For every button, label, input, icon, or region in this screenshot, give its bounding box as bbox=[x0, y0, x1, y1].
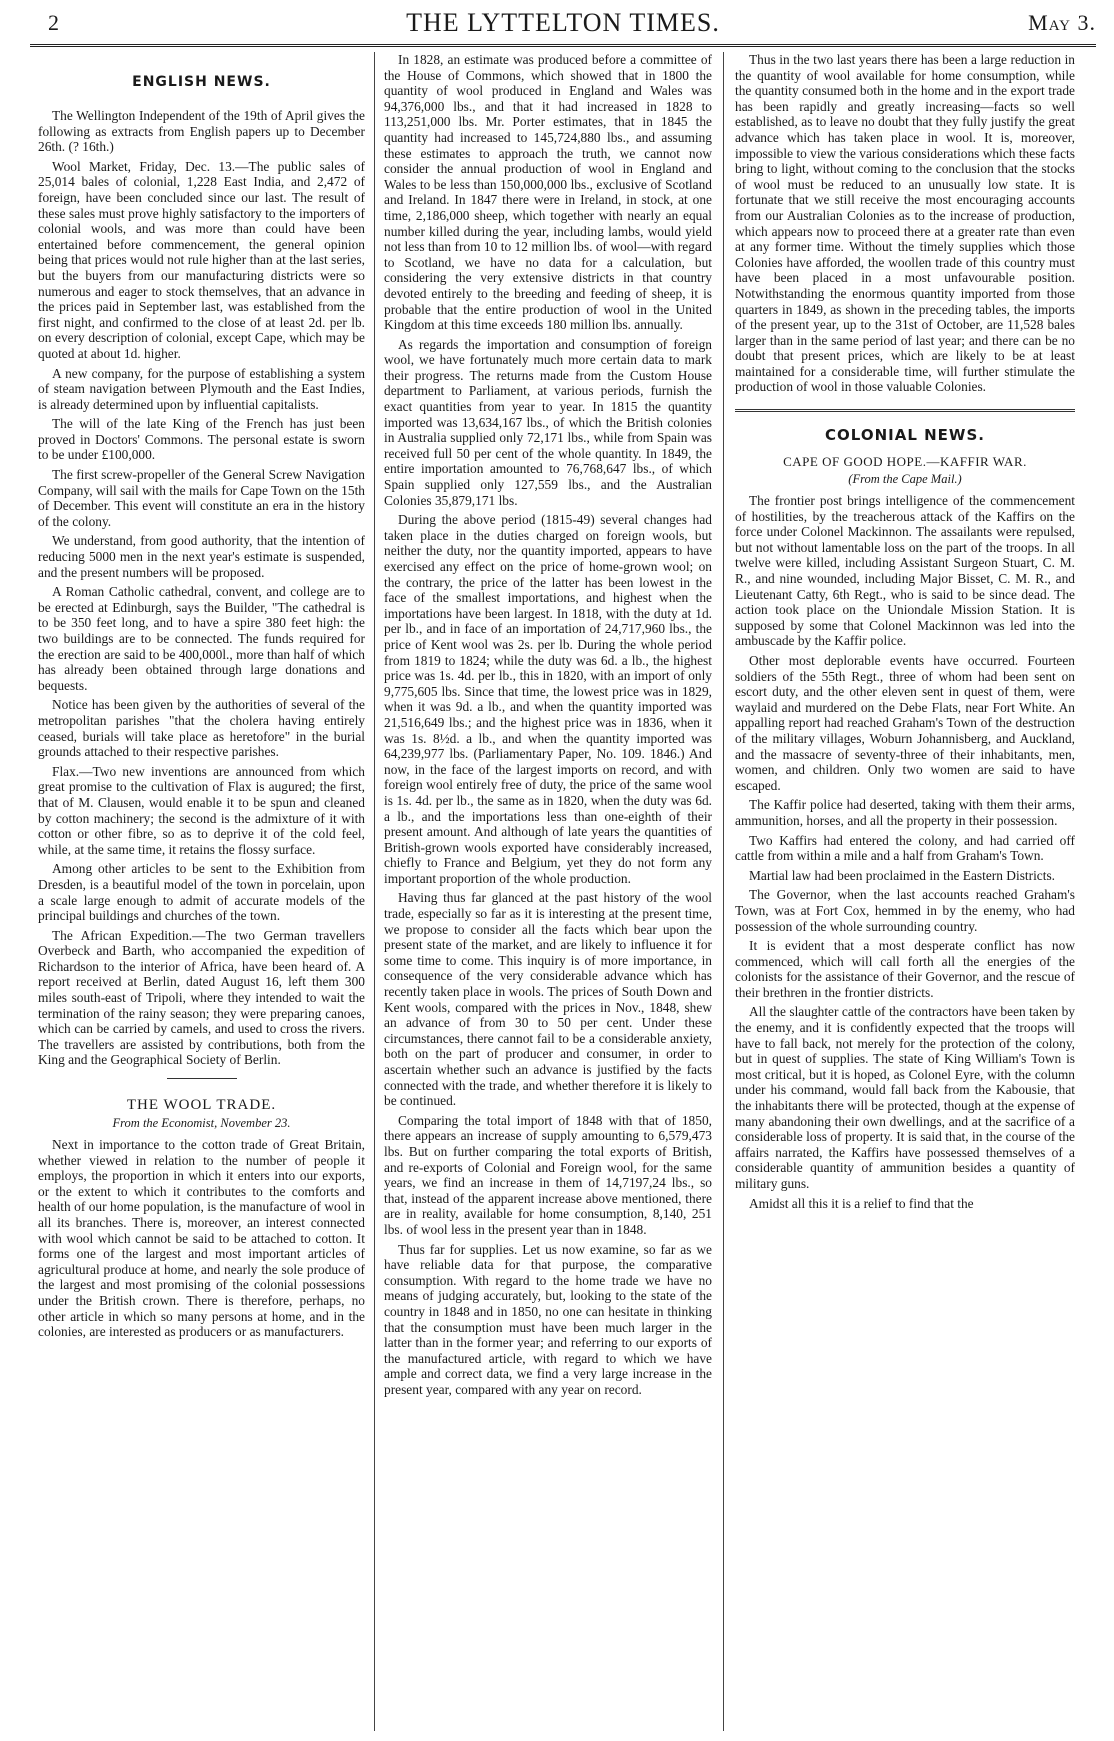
column-2 bbox=[384, 52, 712, 1733]
paragraph: Amidst all this it is a relief to find that the bbox=[749, 1195, 974, 1211]
paragraph: The first screw-propeller of the General Screw Navigation Company, will sail with the mails for Cape Town on the 15th of December. This event will constitute an era in the history of the colony. bbox=[38, 467, 365, 529]
paragraph: Thus far for supplies. Let us now examine, so far as we have reliable data for that purpose, the comparative consumption. With regard to the home trade we have no means of judging accurately, but, looking to the state of the country in 1848 and in 1850, no one can hesitate in thinking that the consumption must have been much larger in the latter than in the former year; and referring to our exports of the manufactured article, with regard to which we have ample and correct data, we find a very large increase in the present year, compared with any year on record. bbox=[384, 1241, 712, 1397]
paragraph: Next in importance to the cotton trade of Great Britain, whether viewed in relation to the number of people it employs, the proportion in which it enters into our exports, or the extent to which it contributes to the comforts and health of our home population, is the manufacture of wool in all its branches. There is, moreover, an interest connected with wool which cannot be said to be attached to cotton. It forms one of the largest and most important articles of agricultural produce at home, and nearly the sole produce of the largest and most promising of the colonial possessions under the British crown. There is therefore, perhaps, no other article in which so many persons at home, and in the colonies, are interested as producers or as manufacturers. bbox=[38, 1137, 365, 1340]
paragraph: The will of the late King of the French has just been proved in Doctors' Commons. The personal estate is sworn to be under £100,000. bbox=[38, 416, 365, 463]
paragraph: We understand, from good authority, that the intention of reducing 5000 men in the next year's estimate is suspended, and the present numbers will be proposed. bbox=[38, 533, 365, 580]
section-divider bbox=[167, 1078, 237, 1079]
newspaper-title: THE LYTTELTON TIMES. bbox=[406, 8, 720, 37]
paragraph: Two Kaffirs had entered the colony, and had carried off cattle from within a mile and a half from Graham's Town. bbox=[735, 832, 1075, 864]
paragraph: As regards the importation and consumption of foreign wool, we have fortunately much more certain data to mark their progress. The returns made from the Custom House department to Parliament, at various periods, furnish the exact quantities from year to year. In 1815 the quantity imported was 13,634,167 lbs., of which the British colonies in Australia supplied only 72,171 lbs., while from Spain was received full 50 per cent of the whole quantity. In 1849, the entire importation amounted to 76,768,647 lbs., of which Spain supplied only 127,559 lbs., and the Australian Colonies 35,879,171 lbs. bbox=[384, 336, 712, 508]
paragraph: The African Expedition.—The two German travellers Overbeck and Barth, who accompanied the expedition of Richardson to the interior of Africa, have been heard of. A report received at Berlin, dated August 16, left them 300 miles south-east of Tripoli, where they intended to wait the termination of the rainy season; they were preparing canoes, which can be carried by camels, and used to cross the rivers. The travellers are assisted by contributions, both from the King and the Geographical Society of Berlin. bbox=[38, 927, 365, 1068]
issue-date: May 3. bbox=[1028, 10, 1096, 35]
paragraph: Notice has been given by the authorities of several of the metropolitan parishes "that the cholera having entirely ceased, burials will take place as heretofore" in the burial grounds attached to their respective parishes. bbox=[38, 697, 365, 760]
paragraph: Among other articles to be sent to the Exhibition from Dresden, is a beautiful model of the town in porcelain, upon a scale large enough to admit of accurate models of the principal buildings and churches of the town. bbox=[38, 861, 365, 924]
paragraph: The Wellington Independent of the 19th of April gives the following as extracts from English papers up to December 26th. (? 16th.) bbox=[38, 108, 365, 155]
paragraph: Other most deplorable events have occurred. Fourteen soldiers of the 55th Regt., three of whom had been sent on escort duty, and the other eleven sent in quest of them, were waylaid and murdered on the Debe Flats, near Fort White. An appalling report had reached Graham's Town of the destruction of the military villages, Woburn Johannisberg, and Auckland, and the massacre of seventy-three of their inhabitants, men, women, and children. Only two women are said to have escaped. bbox=[735, 653, 1075, 793]
masthead bbox=[30, 8, 1096, 42]
paragraph: The frontier post brings intelligence of the commencement of hostilities, by the treacherous attack of the Kaffirs on the force under Colonel Mackinnon. The assailants were repulsed, but not without lamentable loss on the part of the troops. In all twelve were killed, including Assistant Surgeon Stuart, C. M. R., and nine wounded, including Major Bisset, C. M. R., and Lieutenant Catty, 6th Regt., who is said to be since dead. The action took place on the Uniondale Mission Station. It is supposed by some that Colonel Mackinnon was led into the ambuscade by the Kaffir police. bbox=[735, 493, 1075, 649]
wool-trade-heading: THE WOOL TRADE. bbox=[126, 1097, 277, 1114]
paragraph: Thus in the two last years there has been a large reduction in the quantity of wool available for home consumption, while the quantity consumed both in the home and in the export trade has been rapidly and greatly increasing—facts so well established, as to leave no doubt that they fully justify the great advance which has taken place in wool. It is, moreover, impossible to view the various considerations which these facts bring to light, without coming to the conclusion that the stocks of wool must be reduced to an unusually low state. It is fortunate that we still receive the most encouraging accounts from our Australian Colonies as to the increase of production, which appears now to proceed there at a greater rate than even at any former time. Without the timely supplies which those Colonies have afforded, the woollen trade of this country must have been placed in a most unfavourable position. Notwithstanding the enormous quantity imported from those quarters in 1849, as shown in the preceding tables, the imports of the present year, up to the 31st of October, are 11,528 bales larger than in the same period of last year; and there can be no doubt that present prices, which are likely to be at least maintained for a considerable time, will further stimulate the production of wool in those valuable Colonies. bbox=[735, 52, 1075, 395]
paragraph: Having thus far glanced at the past history of the wool trade, especially so far as it is interesting at the present time, we propose to consider all the facts which bear upon the present state of the market, and are likely to influence it for some time to come. This inquiry is of more importance, in consequence of the very considerable advance which has recently taken place in wools. The prices of South Down and Kent wools, compared with the prices in Nov., 1848, shew an advance of from 30 to 50 per cent. Under these circumstances, there cannot fail to be a considerable anxiety, both on the part of producer and consumer, in order to ascertain whether such an advance is justified by the facts connected with the trade, and whether therefore it is likely to be continued. bbox=[384, 890, 712, 1109]
paragraph: The Kaffir police had deserted, taking with them their arms, ammunition, horses, and all the property in their possession. bbox=[735, 797, 1075, 828]
column-1 bbox=[38, 52, 365, 1733]
column-divider bbox=[374, 52, 375, 1731]
paragraph: Wool Market, Friday, Dec. 13.—The public sales of 25,014 bales of colonial, 1,228 East India, and 2,472 of foreign, have been concluded since our last. The result of these sales must prove highly satisfactory to the importers of colonial wools, and was more than could have been entertained before commencement, the general opinion being that prices would not rule higher than at the last series, but the buyers from our manufacturing districts were so numerous and eager to stock themselves, that an advance in the prices paid in September last, was established from the first night, and confirmed to the close of at least 2d. per lb. on every description of colonial, except Cape, which may be quoted at about 1d. higher. bbox=[38, 158, 365, 361]
page-number: 2 bbox=[48, 10, 59, 35]
cape-war-byline: (From the Cape Mail.) bbox=[848, 472, 962, 487]
paragraph: Martial law had been proclaimed in the Eastern Districts. bbox=[749, 867, 1056, 883]
paragraph: In 1828, an estimate was produced before a committee of the House of Commons, which showed that in 1800 the quantity of wool produced in England and Wales was 94,376,000 lbs., and that it had increased in 1828 to 113,251,000 lbs. Mr. Porter estimates, that in 1845 the quantity had increased to 145,724,880 lbs., and assuming these estimates to approach the truth, we cannot now consider the annual production of wool in England and Wales to be less than 150,000,000 lbs., exclusive of Scotland and Ireland. In 1847 there were in Ireland, in stock, at one time, 2,186,000 sheep, which together with nearly an equal number killed during the year, including lambs, would yield not less than from 10 to 12 million lbs. of wool—with regard to Scotland, we have no data for a calculation, but considering the very extensive districts in that country devoted entirely to the breeding and feeding of sheep, it is probable that the entire production of wool in the United Kingdom at this time exceeds 180 million lbs. annually. bbox=[384, 52, 712, 333]
paragraph: It is evident that a most desperate conflict has now commenced, which will call forth all the energies of the colonists for the assistance of their Governor, and the rescue of their brethren in the frontier districts. bbox=[735, 938, 1075, 1000]
colonial-news-heading: COLONIAL NEWS. bbox=[825, 426, 985, 445]
masthead-rule bbox=[30, 44, 1096, 47]
paragraph: The Governor, when the last accounts reached Graham's Town, was at Fort Cox, hemmed in by the enemy, who had possession of the whole surrounding country. bbox=[735, 887, 1075, 934]
cape-war-subheading: CAPE OF GOOD HOPE.—KAFFIR WAR. bbox=[783, 454, 1027, 470]
section-divider bbox=[735, 409, 1075, 412]
column-divider bbox=[723, 52, 724, 1731]
paragraph: A new company, for the purpose of establishing a system of steam navigation between Plymouth and the East Indies, is already determined upon by influential capitalists. bbox=[38, 365, 365, 412]
paragraph: Flax.—Two new inventions are announced from which great promise to the cultivation of Flax is augured; the first, that of M. Clausen, would enable it to be spun and cleaned by cotton machinery; the second is the admixture of it with cotton or other fibre, so as to deprive it of the cold feel, while, at the same time, it retains the flossy surface. bbox=[38, 763, 365, 857]
wool-trade-byline: From the Economist, November 23. bbox=[112, 1116, 291, 1131]
paragraph: Comparing the total import of 1848 with that of 1850, there appears an increase of supply amounting to 6,579,473 lbs. But on further comparing the total exports of British, and re-exports of Colonial and Foreign wool, for the same years, we find an increase in them of 14,7197,24 lbs., so that, instead of the apparent increase above mentioned, there are in reality, available for home consumption, 8,140, 251 lbs. of wool less in the present year than in 1848. bbox=[384, 1112, 712, 1237]
english-news-heading: ENGLISH NEWS. bbox=[132, 74, 271, 90]
paragraph: During the above period (1815-49) several changes had taken place in the duties charged on foreign wools, but neither the duty, nor the quantity imported, appears to have exercised any effect on the price of home-grown wool; on the contrary, the price of the latter has been lowest in the face of the smallest importations, and highest when the importations have been largest. In 1818, with the duty at 1d. per lb., and in face of an importation of 24,717,960 lbs., the price of Kent wool was 2s. per lb. During the whole period from 1819 to 1824; while the duty was 6d. a lb., the highest price was 1s. 4d. per lb., this in 1820, with an import of only 9,775,605 lbs. Since that time, the lowest price was in 1829, when it was 9d. a lb., and when the quantity imported was 21,516,649 lbs.; and the highest price was in 1836, when it was 1s. 8½d. a lb., and when the quantity imported was 64,239,977 lbs. (Parliamentary Paper, No. 109. 1846.) And now, in the face of the largest imports on record, and with foreign wool entirely free of duty, the price of the same wool is 1s. 4d. per lb., the same as in 1820, when the duty was 6d. a lb., and the importations less than one-eighth of their present amount. And although of late years the quantities of British-grown wools exported have considerably increased, chiefly to France and Belgium, yet they do not form any important proportion of the whole production. bbox=[384, 512, 712, 886]
column-3 bbox=[735, 52, 1075, 1733]
paragraph: A Roman Catholic cathedral, convent, and college are to be erected at Edinburgh, says the Builder, "The cathedral is to be 350 feet long, and to have a spire 380 feet high: the two buildings are to be connected. The funds required for the erection are said to be 400,000l., more than half of which has already been obtained through large donations and bequests. bbox=[38, 584, 365, 693]
paragraph: All the slaughter cattle of the contractors have been taken by the enemy, and it is confidently expected that the troops will have to fall back, not merely for the protection of the colony, but in quest of supplies. The state of King William's Town is most critical, but it is hoped, as Colonel Eyre, with the column under his command, would fall back from the Kabousie, that the inhabitants there will be protected, though at the expense of many abandoning their own dwellings, and at the sacrifice of a considerable loss of property. It is said that, in the course of the affairs narrated, the Kaffirs have possessed themselves of a considerable quantity of ammunition besides a quantity of military guns. bbox=[735, 1004, 1075, 1191]
